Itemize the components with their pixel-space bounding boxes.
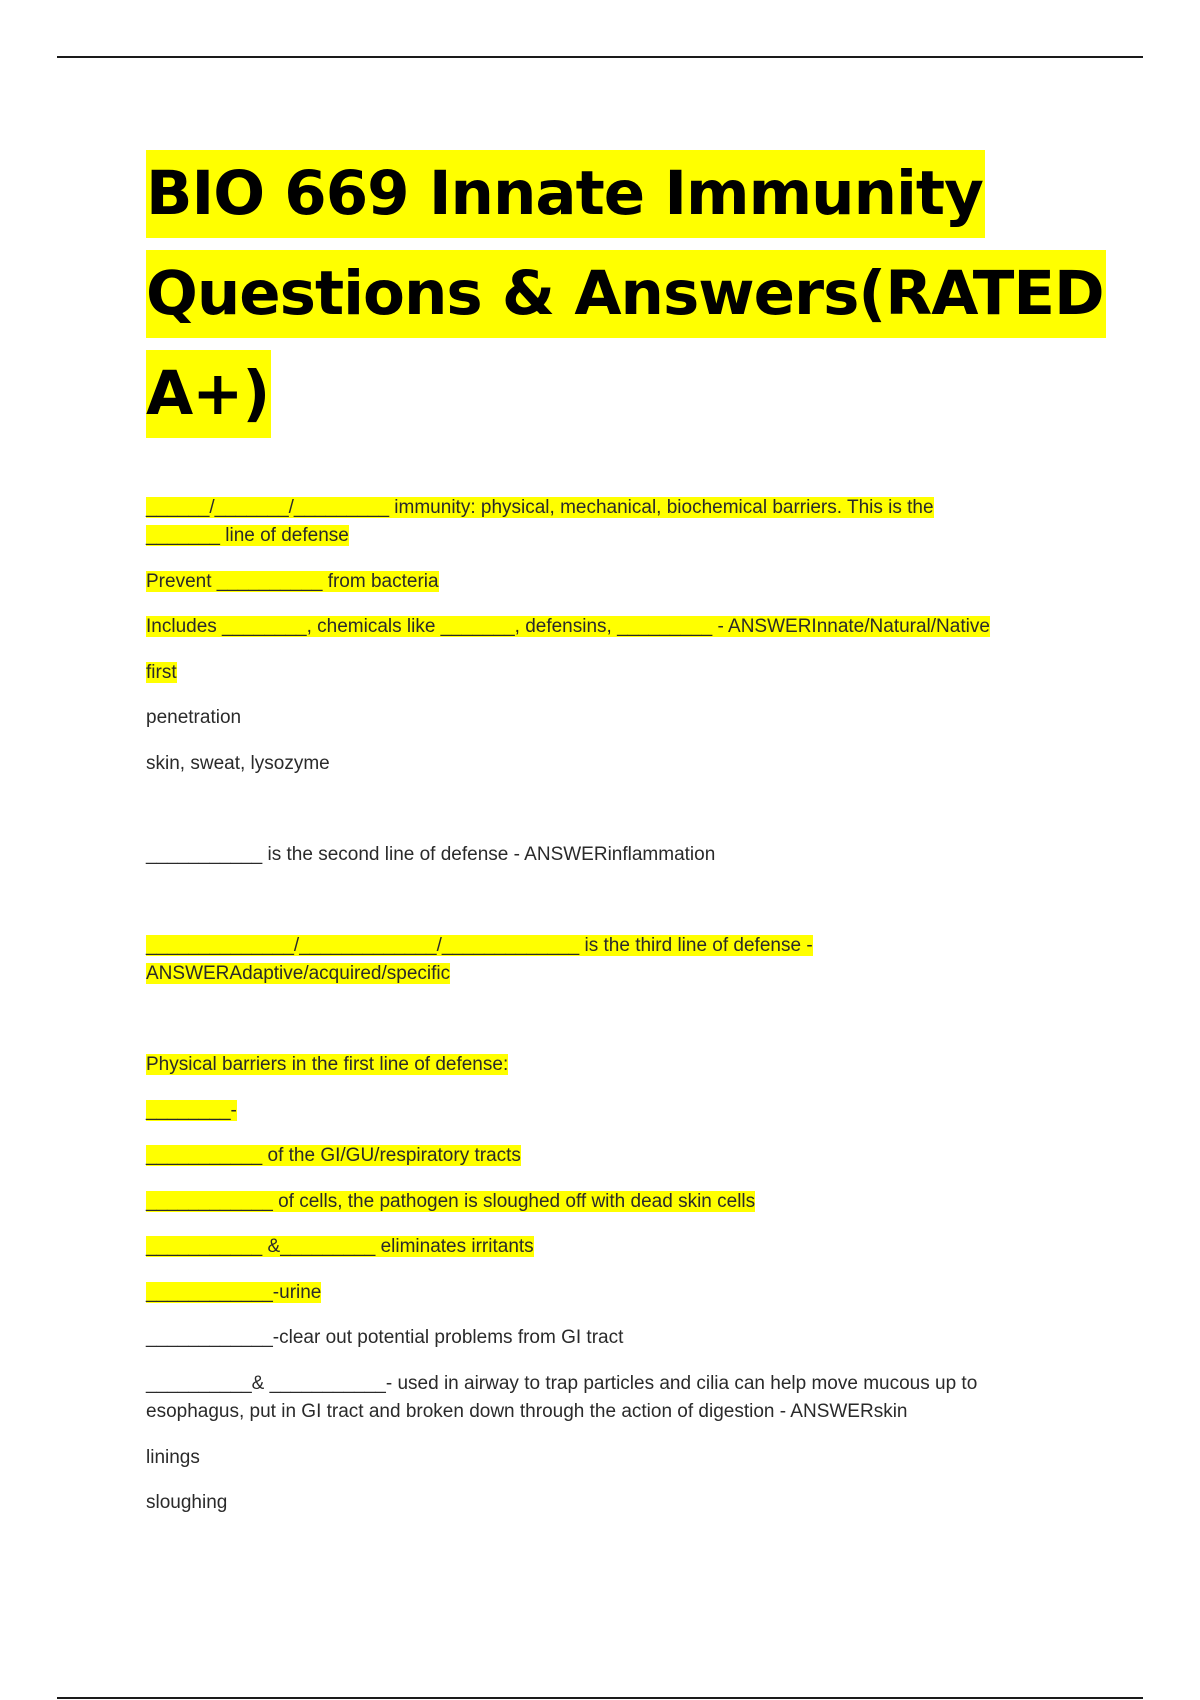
title-line-2: Questions & Answers(RATED bbox=[146, 250, 1106, 338]
text-line: Physical barriers in the first line of defense: bbox=[146, 1054, 509, 1075]
text-line: ____________ of cells, the pathogen is sloughed off with dead skin cells bbox=[146, 1191, 756, 1212]
text-line: ______/_______/_________ immunity: physical, mechanical, biochemical barriers. This is the bbox=[146, 497, 934, 518]
top-rule bbox=[57, 56, 1143, 58]
text-line: penetration bbox=[146, 707, 242, 728]
title-line-3: A+) bbox=[146, 350, 271, 438]
title-line-1: BIO 669 Innate Immunity bbox=[146, 150, 985, 238]
text-line: ____________-clear out potential problems from GI tract bbox=[146, 1327, 624, 1348]
text-line: skin, sweat, lysozyme bbox=[146, 753, 330, 774]
text-line: ANSWERAdaptive/acquired/specific bbox=[146, 963, 451, 984]
text-line: ______________/_____________/_____________ is the third line of defense - bbox=[146, 935, 813, 956]
text-line: ___________ is the second line of defense - ANSWERinflammation bbox=[146, 844, 716, 865]
text-line: __________& ___________- used in airway to trap particles and cilia can help move mucous up to bbox=[146, 1373, 978, 1394]
text-line: ___________ of the GI/GU/respiratory tracts bbox=[146, 1145, 521, 1166]
bottom-rule bbox=[57, 1697, 1143, 1699]
text-line: _______ line of defense bbox=[146, 525, 349, 546]
text-line: Includes ________, chemicals like _______, defensins, _________ - ANSWERInnate/Natural/Native bbox=[146, 616, 990, 637]
text-line: sloughing bbox=[146, 1492, 228, 1513]
text-line: linings bbox=[146, 1447, 200, 1468]
text-line: first bbox=[146, 662, 177, 683]
document-title bbox=[146, 146, 1106, 446]
text-line: ___________ &_________ eliminates irritants bbox=[146, 1236, 534, 1257]
text-line: Prevent __________ from bacteria bbox=[146, 571, 439, 592]
text-line: ________- bbox=[146, 1100, 237, 1121]
text-line: esophagus, put in GI tract and broken down through the action of digestion - ANSWERskin bbox=[146, 1401, 908, 1422]
text-line: ____________-urine bbox=[146, 1282, 322, 1303]
